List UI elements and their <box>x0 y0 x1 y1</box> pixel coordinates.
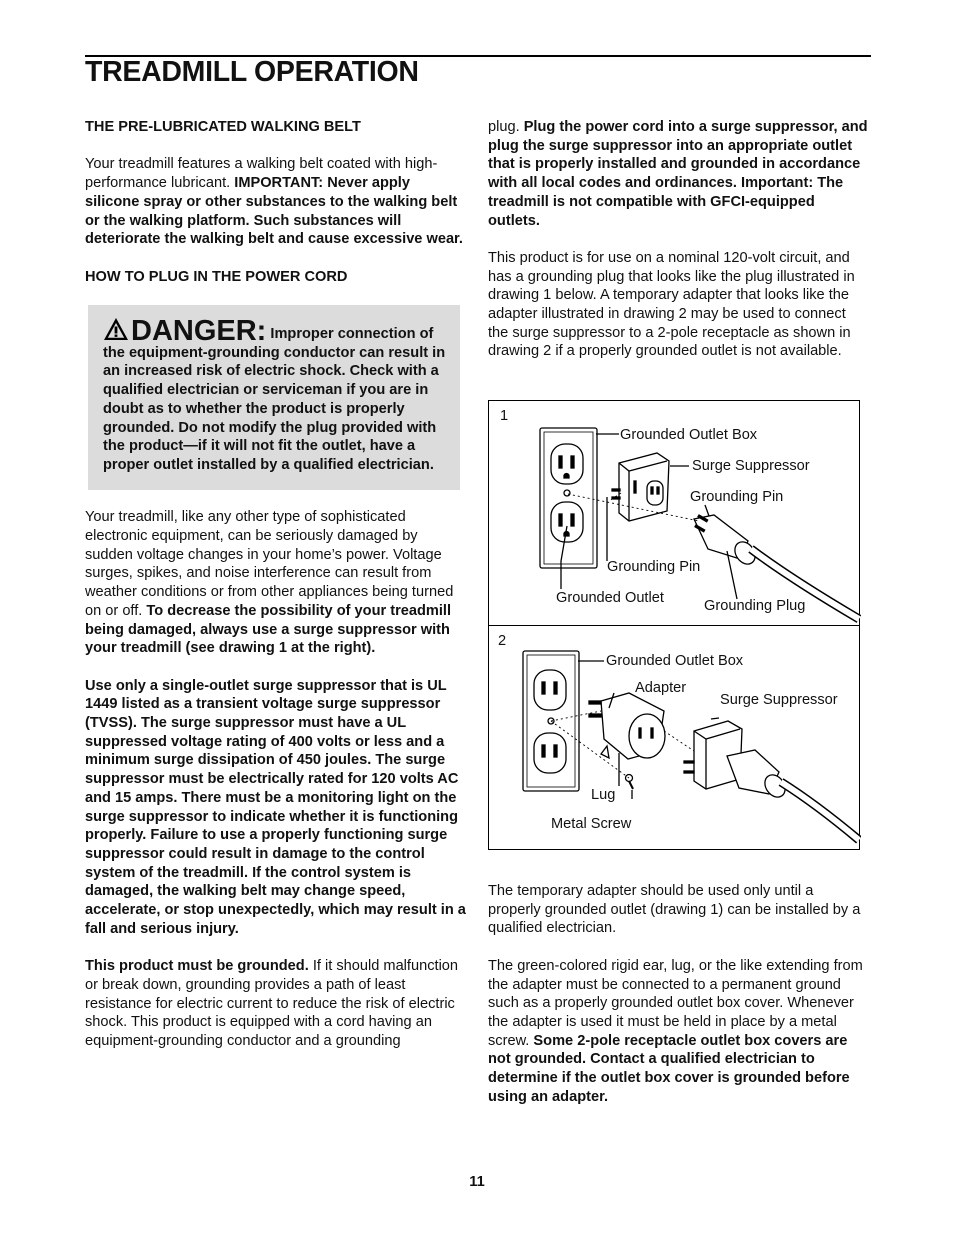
right-column-after-figure <box>488 882 869 1125</box>
plug-paragraph: plug. Plug the power cord into a surge suppressor, and plug the surge suppressor into an appropriate outlet that is properly installed and grounded in accordance with all local codes and ordinances. Important: The treadmill is not compatible with GFCI-equipped outlets. <box>488 119 868 229</box>
label-grounding-plug: Grounding Plug <box>704 598 806 614</box>
right-column <box>488 118 869 380</box>
label-grounding-pin-left: Grounding Pin <box>607 559 701 575</box>
drawing-1-number: 1 <box>500 408 509 424</box>
section-heading-power-cord: HOW TO PLUG IN THE POWER CORD <box>85 268 348 285</box>
figure-divider <box>489 625 859 626</box>
danger-box <box>88 305 460 490</box>
circuit-paragraph: This product is for use on a nominal 120-volt circuit, and has a grounding plug that looks like the plug illustrated in drawing 1 below. A temporary adapter that looks like the adapter illustrated in drawing 2 may be used to connect the surge suppressor to a 2-pole receptacle as shown in drawing 2 if a properly grounded outlet is not available. <box>488 249 855 360</box>
adapter-temporary-paragraph: The temporary adapter should be used only until a properly grounded outlet (drawing 1) can be installed by a qualified electrician. <box>488 883 861 937</box>
label-surge-suppressor-1: Surge Suppressor <box>692 458 810 474</box>
section-heading-walking-belt: THE PRE-LUBRICATED WALKING BELT <box>85 119 361 135</box>
surge-paragraph: Your treadmill, like any other type of sophisticated electronic equipment, can be seriously damaged by sudden voltage changes in your home’s power. Voltage surges, spikes, and noise interference can result from weather conditions or from other appliances being turned on or off. To decrease the possibility of your treadmill being damaged, always use a surge suppressor with your treadmill (see drawing 1 at the right). <box>85 509 454 657</box>
grounding-paragraph: This product must be grounded. If it should malfunction or break down, grounding provides a path of least resistance for electric current to reduce the risk of electric shock. This product is equipped with a cord having an equipment-grounding conductor and a grounding <box>85 958 459 1049</box>
danger-heading: DANGER: <box>131 314 267 347</box>
label-grounded-outlet: Grounded Outlet <box>556 590 664 606</box>
drawing-2-number: 2 <box>498 633 507 649</box>
label-lug: Lug <box>591 787 616 803</box>
left-column <box>85 118 466 1069</box>
label-grounded-outlet-box-1: Grounded Outlet Box <box>620 427 758 443</box>
label-grounded-outlet-box-2: Grounded Outlet Box <box>606 653 744 669</box>
label-grounding-pin-right: Grounding Pin <box>690 489 784 505</box>
walking-belt-paragraph: Your treadmill features a walking belt coated with high-performance lubricant. IMPORTANT: Never apply silicone spray or other substances to the walking belt or the walking platform. Such substances will deteriorate the walking belt and cause excessive wear. <box>85 156 463 248</box>
warning-triangle-icon <box>103 317 129 341</box>
page-number: 11 <box>469 1174 485 1190</box>
lug-paragraph: The green-colored rigid ear, lug, or the like extending from the adapter must be connected to a permanent ground such as a properly grounded outlet box cover. Whenever the adapter is used it must be held in place by a metal screw. Some 2-pole receptacle outlet box covers are not grounded. Contact a qualified electrician to determine if the outlet box cover is grounded before using an adapter. <box>488 957 863 1105</box>
label-adapter: Adapter <box>635 680 687 696</box>
plug-diagram-figure <box>488 400 860 850</box>
danger-text: Improper connection of the equipment-grounding conductor can result in an increased risk of electric shock. Check with a qualified electrician or serviceman if you are in doubt as to whether the product is properly grounded. Do not modify the plug provided with the product—if it will not fit the outlet, have a proper outlet installed by a qualified electrician. <box>103 325 446 473</box>
label-metal-screw: Metal Screw <box>551 816 632 832</box>
label-surge-suppressor-2: Surge Suppressor <box>720 692 838 708</box>
page-title: TREADMILL OPERATION <box>85 56 419 88</box>
surge-suppressor-requirements: Use only a single-outlet surge suppressor that is UL 1449 listed as a transient voltage surge suppressor (TVSS). The surge suppressor must have a UL suppressed voltage rating of 400 volts or less and a minimum surge dissipation of 450 joules. The surge suppressor must be electrically rated for 120 volts AC and 15 amps. There must be a monitoring light on the surge suppressor to indicate whether it is functioning properly. Failure to use a properly functioning surge suppressor could result in damage to the control system of the treadmill. If the control system is damaged, the walking belt may change speed, accelerate, or stop unexpectedly, which may result in a fall and serious injury. <box>85 677 466 937</box>
